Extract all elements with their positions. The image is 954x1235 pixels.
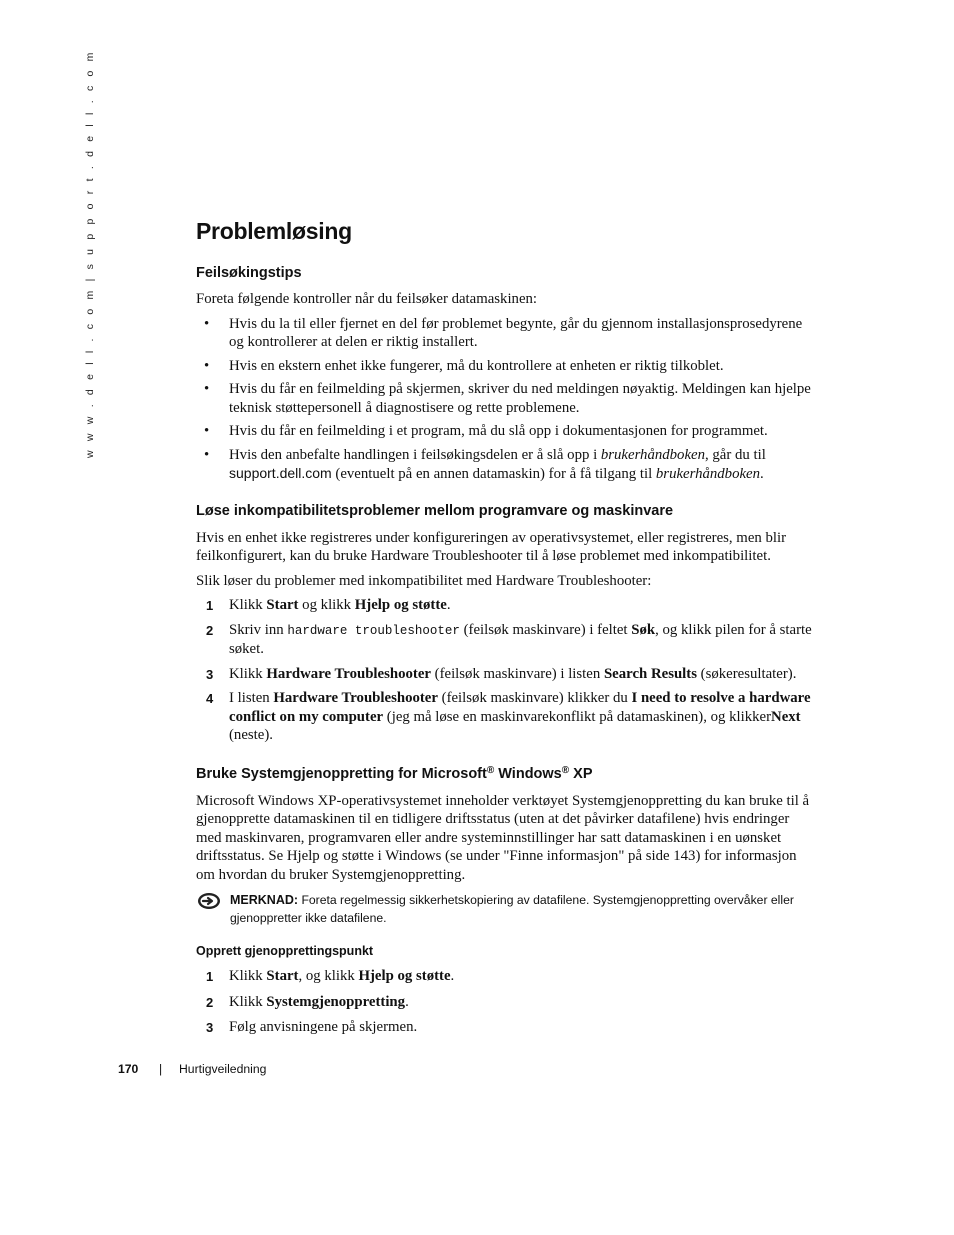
section-heading-incompat: Løse inkompatibilitetsproblemer mellom programvare og maskinvare xyxy=(196,502,674,519)
incompat-para-2: Slik løser du problemer med inkompatibilitet med Hardware Troubleshooter: xyxy=(196,572,652,589)
note-box xyxy=(196,892,816,927)
list-item: 1 Klikk Start, og klikk Hjelp og støtte. xyxy=(206,968,455,984)
page-title: Problemløsing xyxy=(196,218,352,244)
support-link[interactable]: support.dell.com xyxy=(229,465,332,481)
sub-heading-restore-point: Opprett gjenopprettingspunkt xyxy=(196,944,374,958)
list-item: 2 Skriv inn hardware troubleshooter (feilsøk maskinvare) i feltet Søk, og klikk pilen for å starte søket. xyxy=(206,621,812,657)
list-item: 4 I listen Hardware Troubleshooter (feilsøk maskinvare) klikker du I need to resolve a hardware conflict on my computer (jeg må løse en maskinvarekonflikt på datamaskinen), og klikkerNext (neste). xyxy=(206,690,811,743)
list-item: • Hvis den anbefalte handlingen i feilsøkingsdelen er å slå opp i brukerhåndboken, går du til support.dell.com (eventuelt på en annen datamaskin) for å få tilgang til brukerhåndboken. xyxy=(196,446,816,484)
list-item: 2 Klikk Systemgjenoppretting. xyxy=(206,993,409,1010)
list-item: 3 Klikk Hardware Troubleshooter (feilsøk maskinvare) i listen Search Results (søkeresultater). xyxy=(206,665,797,682)
incompat-steps xyxy=(196,596,816,745)
footer-separator: | xyxy=(159,1062,163,1076)
list-item: • Hvis du får en feilmelding på skjermen, skriver du ned meldingen nøyaktig. Meldingen kan hjelpe teknisk støttepersonell å diagnostisere og rette problemene. xyxy=(196,380,816,417)
page-content xyxy=(196,214,816,1037)
footer-title: Hurtigveiledning xyxy=(179,1062,267,1076)
restore-para: Microsoft Windows XP-operativsystemet inneholder verktøyet Systemgjenoppretting du kan bruke til å gjenopprette datamaskinen til en tidligere driftsstatus (uten at det påvirker datafilene) hvis endringer med maskinvaren, programvaren eller andre systeminnstillinger har satt datamaskinen i en uønsket driftsstatus. Se Hjelp og støtte i Windows (se under "Finne informasjon" på side 143) for informasjon om hvordan du bruker Systemgjenoppretting. xyxy=(196,792,810,883)
section-heading-restore: Bruke Systemgjenoppretting for Microsoft® Windows® XP xyxy=(196,764,593,782)
note-label: MERKNAD: xyxy=(230,893,299,907)
tips-intro: Foreta følgende kontroller når du feilsøker datamaskinen: xyxy=(196,291,538,307)
page-number: 170 xyxy=(118,1062,139,1076)
note-text: Foreta regelmessig sikkerhetskopiering av datafilene. Systemgjenoppretting overvåker eller gjenoppretter ikke datafilene. xyxy=(230,893,794,925)
incompat-para-1: Hvis en enhet ikke registreres under konfigureringen av operativsystemet, eller registreres, men blir feilkonfigurert, kan du bruke Hardware Troubleshooter til å løse problemet med inkompatibilitet. xyxy=(196,529,787,564)
list-item: 3 Følg anvisningene på skjermen. xyxy=(206,1019,418,1035)
list-item: • Hvis du la til eller fjernet en del før problemet begynte, går du gjennom installasjonsprosedyrene og kontrollerer at delen er riktig installert. xyxy=(196,315,816,352)
restore-steps xyxy=(196,967,816,1037)
page-footer xyxy=(118,1062,267,1076)
section-heading-tips: Feilsøkingstips xyxy=(196,265,302,281)
side-url: w w w . d e l l . c o m | s u p p o r t . d e l l . c o m xyxy=(84,49,96,458)
list-item: • Hvis du får en feilmelding i et program, må du slå opp i dokumentasjonen for programmet. xyxy=(196,422,816,441)
note-icon xyxy=(197,892,221,916)
list-item: 1 Klikk Start og klikk Hjelp og støtte. xyxy=(206,597,451,613)
list-item: • Hvis en ekstern enhet ikke fungerer, må du kontrollere at enheten er riktig tilkoblet. xyxy=(196,357,816,376)
tips-list xyxy=(196,315,816,484)
